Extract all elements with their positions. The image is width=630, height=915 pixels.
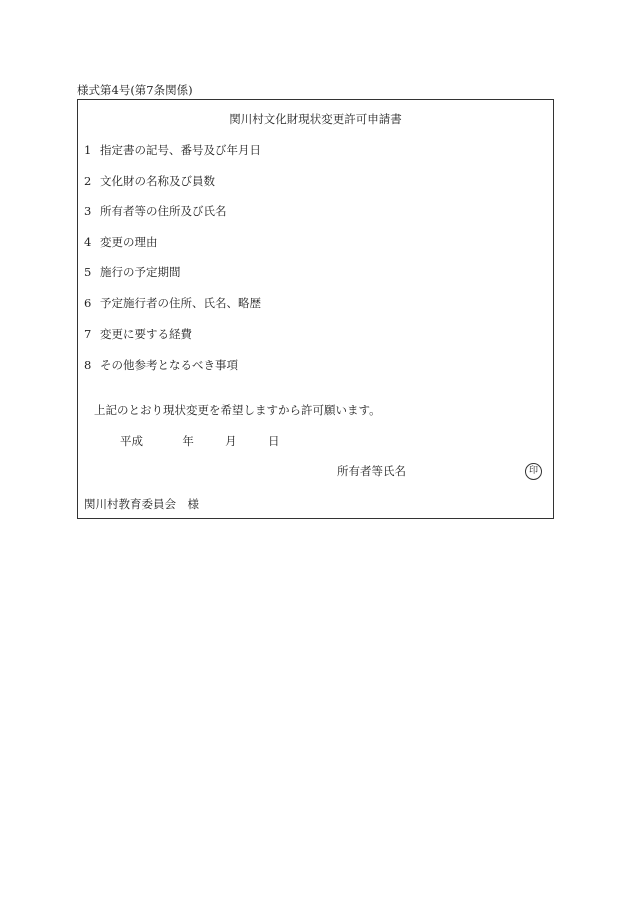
date-year: 年 (182, 434, 194, 448)
item-number: 6 (84, 296, 92, 310)
item-text: 予定施行者の住所、氏名、略歴 (100, 296, 261, 310)
list-item (84, 263, 181, 281)
document-title: 関川村文化財現状変更許可申請書 (229, 112, 402, 126)
application-form-frame (77, 99, 554, 519)
list-item (84, 294, 261, 312)
list-item (84, 325, 192, 343)
seal-icon: 印 (525, 463, 542, 480)
item-number: 7 (84, 327, 92, 341)
form-number-label: 様式第4号(第7条関係) (77, 83, 193, 97)
date-line (120, 433, 279, 449)
item-text: 所有者等の住所及び氏名 (100, 204, 227, 218)
item-text: 指定書の記号、番号及び年月日 (100, 143, 261, 157)
item-number: 2 (84, 174, 92, 188)
item-number: 8 (84, 358, 92, 372)
date-day: 日 (267, 434, 280, 448)
item-number: 3 (84, 204, 92, 218)
addressee: 関川村教育委員会 様 (84, 497, 199, 511)
list-item (84, 172, 215, 190)
item-number: 4 (84, 235, 92, 249)
item-text: 施行の予定期間 (100, 265, 181, 279)
item-number: 5 (84, 265, 92, 279)
item-text: 文化財の名称及び員数 (100, 174, 215, 188)
owner-name-label: 所有者等氏名 (337, 464, 406, 478)
list-item (84, 233, 158, 251)
date-era: 平成 (120, 434, 143, 448)
list-item (84, 356, 238, 374)
list-item (84, 141, 261, 159)
item-number: 1 (84, 143, 92, 157)
item-text: 変更の理由 (100, 235, 158, 249)
list-item (84, 202, 227, 220)
date-month: 月 (225, 434, 237, 448)
request-statement: 上記のとおり現状変更を希望しますから許可願います。 (94, 403, 381, 417)
item-text: その他参考となるべき事項 (100, 358, 238, 372)
item-text: 変更に要する経費 (100, 327, 192, 341)
